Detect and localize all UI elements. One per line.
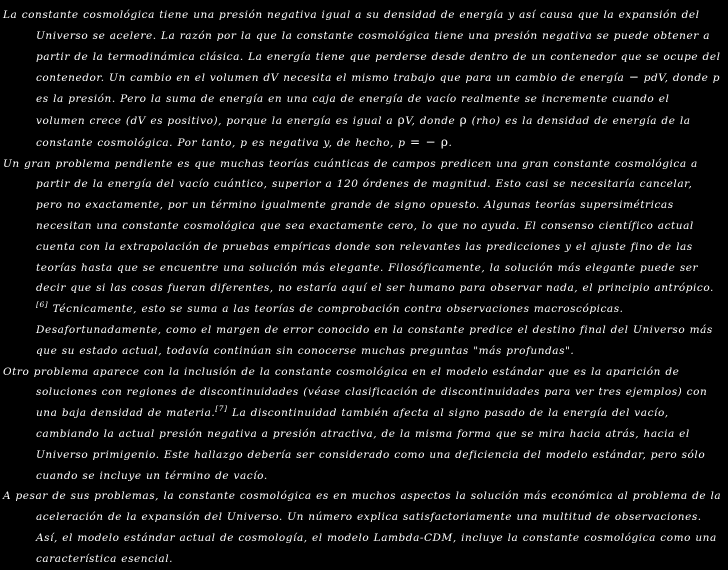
paragraph-discontinuity-problem xyxy=(3,362,722,487)
text-run: La constante cosmológica tiene una presión negativa igual a su densidad de energía y así causa que la expansión del Universo se acelere. La razón por la que la constante cosmológica tiene una presión negativa se puede obtener a partir de la termodinámica clásica. La energía tiene que perderse desde dentro de un contenedor que se ocupe del contenedor. Un cambio en el volumen dV necesita el mismo trabajo que para un cambio de energía xyxy=(3,9,721,85)
paragraph-cosmological-constant-pressure xyxy=(3,5,722,154)
text-run: Técnicamente, esto se suma a las teorías de comprobación contra observaciones macroscópicas. Desafortunadamente, como el margen de error conocido en la constante predice el destino final del Universo más que su estado actual, todavía continúan sin conocerse muchas preguntas "más profundas". xyxy=(36,303,713,357)
math-symbol: ρ xyxy=(397,112,406,127)
math-symbol: − xyxy=(628,70,640,85)
text-run: (rho) es la densidad de energía de la constante cosmológica. Por tanto, p es negativa y, de hecho, p xyxy=(36,114,691,149)
text-run: pdV, donde p es la presión. Pero la suma de energía en una caja de energía de vacío realmente se incremente cuando el volumen crece (dV es positivo), porque la energía es igual a xyxy=(36,72,721,127)
paragraph-lambda-cdm xyxy=(3,486,722,569)
text-run: . xyxy=(448,136,453,149)
text-run: A pesar de sus problemas, la constante cosmológica es en muchos aspectos la solución más económica al problema de la aceleración de la expansión del Universo. Un número explica satisfactoriamente una multitud de observaciones. Así, el modelo estándar actual de cosmología, el modelo Lambda-CDM, incluye la constante cosmológica como una característica esencial. xyxy=(3,490,722,565)
citation-reference: [6] xyxy=(36,300,49,310)
math-symbol: ρ xyxy=(459,112,468,127)
citation-reference: [7] xyxy=(215,404,228,414)
math-symbol: = − ρ xyxy=(409,134,449,149)
paragraph-quantum-field-problem xyxy=(3,154,722,362)
text-run: Un gran problema pendiente es que muchas teorías cuánticas de campos predicen una gran constante cosmológica a partir de la energía del vacío cuántico, superior a 120 órdenes de magnitud. Esto casi se necesitaría cancelar, pero no exactamente, por un término igualmente grande de signo opuesto. Algunas teorías supersimétricas necesitan una constante cosmológica que sea exactamente cero, lo que no ayuda. El consenso científico actual cuenta con la extrapolación de pruebas empíricas donde son relevantes las predicciones y el ajuste fino de las teorías hasta que se encuentre una solución más elegante. Filosóficamente, la solución más elegante puede ser decir que si las cosas fueran diferentes, no estaría aquí el ser humano para observar nada, el principio antrópico. xyxy=(3,157,714,295)
text-run: V, donde xyxy=(405,114,460,127)
text-run: Otro problema aparece con la inclusión de la constante cosmológica en el modelo estándar que es la aparición de soluciones con regiones de discontinuidades (véase clasificación de discontinuidades para ver tres ejemplos) con una baja densidad de materia. xyxy=(3,365,708,420)
text-run: La discontinuidad también afecta al signo pasado de la energía del vacío, cambiando la actual presión negativa a presión atractiva, de la misma forma que se mira hacia atrás, hacia el Universo primigenio. Este hallazgo debería ser considerado como una deficiencia del modelo estándar, pero sólo cuando se incluye un término de vacío. xyxy=(36,407,706,482)
